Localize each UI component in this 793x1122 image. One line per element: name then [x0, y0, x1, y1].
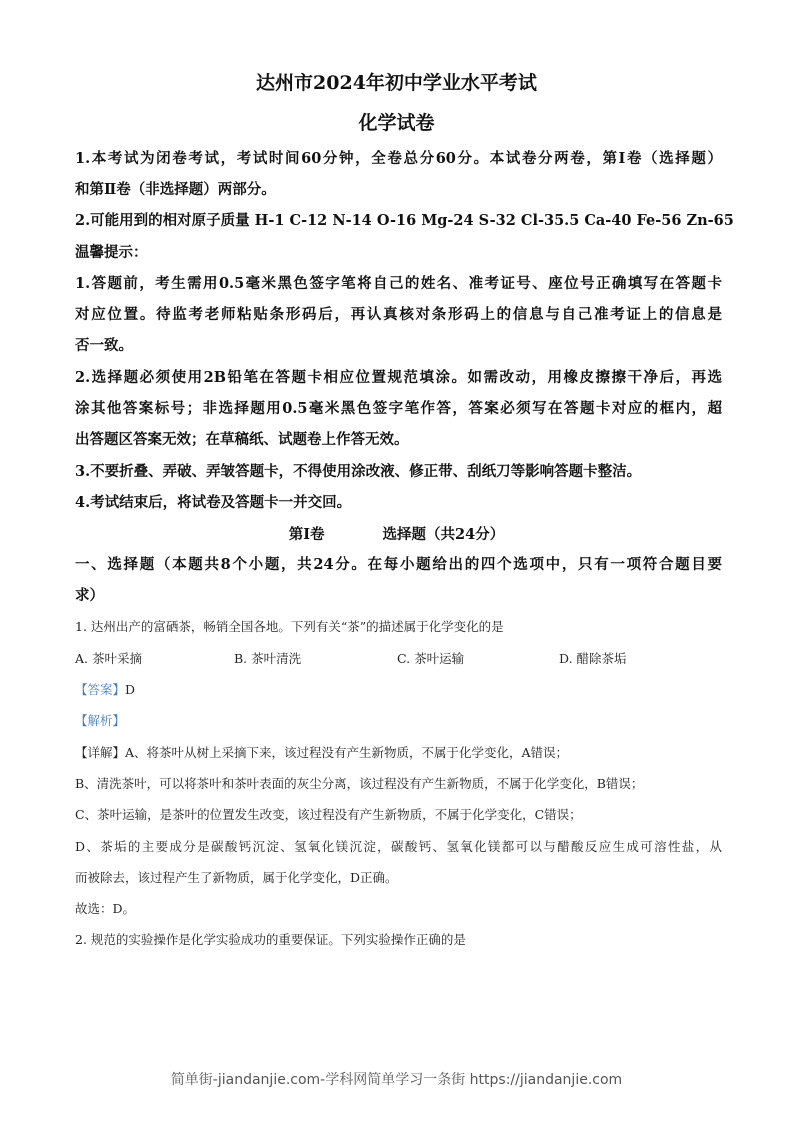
exam-subtitle: 化学试卷: [358, 112, 435, 134]
detail-line: 故选：D。: [75, 901, 136, 916]
part-title: 第I卷 选择题（共24分）: [288, 526, 505, 543]
detail-line: 而被除去，该过程产生了新物质，属于化学变化，D正确。: [75, 870, 398, 885]
detail-line: C、茶叶运输，是茶叶的位置发生改变，该过程没有产生新物质，不属于化学变化，C错误；: [75, 807, 582, 822]
intro-line: 2.可能用到的相对原子质量 H-1 C-12 N-14 O-16 Mg-24 S-32 Cl-35.5 Ca-40 Fe-56 Zn-65: [75, 212, 734, 229]
intro-line: 否一致。: [75, 337, 133, 354]
answer-value: D: [125, 682, 136, 697]
answer: [75, 679, 135, 701]
section-heading: 一、选择题（本题共8个小题，共24分。在每小题给出的四个选项中，只有一项符合题目要: [75, 556, 722, 573]
analysis-label: 【解析】: [75, 713, 126, 728]
intro-line: 温馨提示：: [75, 244, 148, 261]
option-d: D. 醋除茶垢: [559, 651, 627, 666]
question-2-stem: 2. 规范的实验操作是化学实验成功的重要保证。下列实验操作正确的是: [75, 932, 466, 947]
detail-line: D、茶垢的主要成分是碳酸钙沉淀、氢氧化镁沉淀，碳酸钙、氢氧化镁都可以与醋酸反应生成可溶性盐，从: [75, 839, 722, 854]
section-heading: 求）: [75, 587, 104, 604]
intro-line: 2.选择题必须使用2B铅笔在答题卡相应位置规范填涂。如需改动，用橡皮擦擦干净后，再选: [75, 369, 722, 386]
intro-line: 1.本考试为闭卷考试，考试时间60分钟，全卷总分60分。本试卷分两卷，第I卷（选择题）: [75, 150, 722, 167]
exam-title: 达州市2024年初中学业水平考试: [256, 72, 537, 94]
intro-line: 1.答题前，考生需用0.5毫米黑色签字笔将自己的姓名、准考证号、座位号正确填写在答题卡: [75, 275, 722, 292]
option-b: B. 茶叶清洗: [234, 651, 302, 666]
intro-line: 涂其他答案标号；非选择题用0.5毫米黑色签字笔作答，答案必须写在答题卡对应的框内，超: [75, 400, 722, 417]
intro-line: 对应位置。待监考老师粘贴条形码后，再认真核对条形码上的信息与自己准考证上的信息是: [75, 306, 722, 323]
option-c: C. 茶叶运输: [397, 651, 465, 666]
detail-line: 【详解】A、将茶叶从树上采摘下来，该过程没有产生新物质，不属于化学变化，A错误；: [75, 745, 569, 760]
intro-line: 和第Ⅱ卷（非选择题）两部分。: [75, 181, 276, 198]
detail-line: B、清洗茶叶，可以将茶叶和茶叶表面的灰尘分离，该过程没有产生新物质，不属于化学变化，B错误；: [75, 776, 644, 791]
intro-line: 出答题区答案无效；在草稿纸、试题卷上作答无效。: [75, 431, 409, 448]
option-a: A. 茶叶采摘: [75, 651, 142, 666]
footer-watermark: 简单街-jiandanjie.com-学科网简单学习一条街 https://jiandanjie.com: [170, 1072, 623, 1088]
answer-label: 【答案】: [75, 682, 126, 697]
intro-line: 3.不要折叠、弄破、弄皱答题卡，不得使用涂改液、修正带、刮纸刀等影响答题卡整洁。: [75, 463, 642, 480]
question-1-stem: 1. 达州出产的富硒茶，畅销全国各地。下列有关“茶”的描述属于化学变化的是: [75, 619, 504, 634]
intro-line: 4.考试结束后，将试卷及答题卡一并交回。: [75, 494, 352, 511]
